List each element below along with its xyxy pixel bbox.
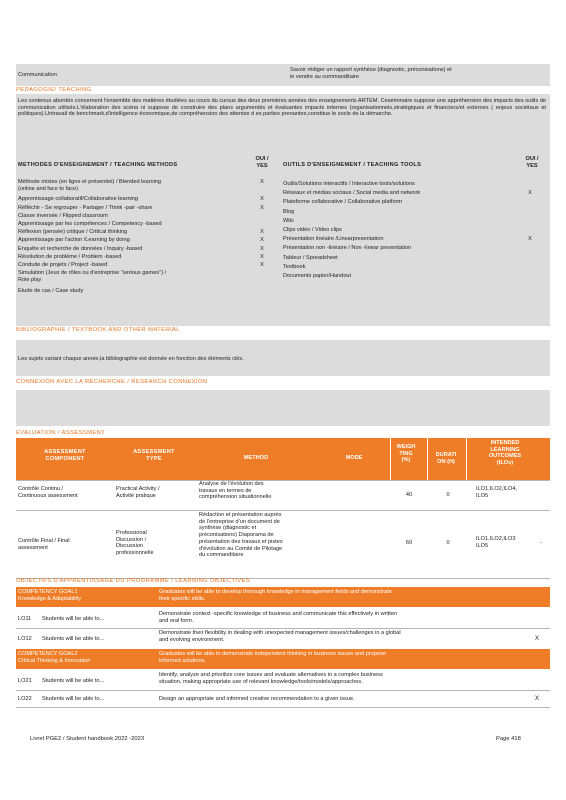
method-item: Enquête et recherche de données / Inquiry -based (18, 245, 143, 252)
method-item: Réflexion (pensée) critique / Critical thinking (18, 229, 128, 236)
methods-header: METHODES D'ENSEIGNEMENT / TEACHING METHODS (18, 162, 178, 168)
method-mark: X (260, 253, 264, 260)
lo12-code: LO12 (18, 636, 32, 642)
tool-item: Réseaux et médias sociaux / Social media and network (283, 190, 421, 197)
lo-divider (16, 707, 550, 708)
lo21-desc: Identify, analyze and prioritize core issues and evaluate alternatives in a complex business situation, making appropriate use of relevant knowledge/tools/models/approaches. (159, 672, 383, 685)
eval-row-2-method: Rédaction et présentation auprès de l'entreprise d'un document de synthèse (diagnostic et préconisations) Diaporama de présentation des travaux et pistes d'évolution au Comité de Pilotage du commanditaire (199, 512, 283, 559)
header-type: ASSESSMENT TYPE (133, 449, 175, 462)
header-duration: DURATI ON (H) (435, 452, 457, 465)
method-item: Apprentissage par l'action /Learning by doing (18, 237, 130, 244)
header-divider-1 (390, 438, 391, 480)
eval-row-1-component: Contrôle Continu / Continuous assessment (18, 486, 78, 499)
goal-2-text: Graduates will be able to demonstrate independent thinking in business issues and propose informed solutions. (159, 651, 387, 664)
lo12-text: Students will be able to... (42, 636, 105, 642)
method-item: Etude de cas / Case study (18, 287, 84, 294)
method-mark: X (260, 229, 264, 236)
tools-yes-header: OUI / YES (525, 156, 539, 169)
eval-row-2-duration: 0 (446, 540, 450, 546)
header-mode: MODE (345, 455, 363, 461)
eval-row-divider (16, 510, 550, 511)
method-item: Classe inversée / Flipped classroom (18, 212, 108, 219)
header-component: ASSESSMENT COMPONENT (44, 449, 86, 462)
lo-divider (16, 690, 550, 691)
competency-description: Savoir rédiger un rapport synthèse (diagnostic, préconisations) et le vendre au commanditaire (290, 67, 452, 80)
method-item: Simulation (Jeux de rôles ou d'entreprise "serious games") / Role play (18, 270, 167, 283)
competency-label: Communication (18, 72, 57, 78)
tool-item: Wiki (283, 217, 294, 224)
header-divider-2 (427, 438, 428, 480)
method-item: Réfléchir - Se regrouper - Partager / Think -pair -share (18, 204, 153, 211)
method-item: Apprentissage collaboratif/Collaborative learning (18, 196, 139, 203)
method-mark: X (260, 196, 264, 203)
header-weighting: WEIGH TING (%) (396, 444, 416, 464)
header-divider-3 (466, 438, 467, 480)
method-item: Méthode mixtes (en ligne et présentiel) / Blended learning (online and face to face) (18, 179, 162, 192)
lo12-mark: X (535, 636, 540, 642)
bibliography-text: Les sujets variant chaque année,la bibliographie est donnée en fonction des éléments clés. (18, 356, 244, 362)
tool-item: Outils/Solutions interactifs / Interactive tools/solutions (283, 181, 415, 187)
lo22-mark: X (535, 696, 540, 702)
lo21-code: LO21 (18, 678, 32, 684)
goal-1-label: COMPETENCY GOAL1 Knowledge & Adaptability (18, 589, 82, 602)
method-item: Résolution de problème / Problem -based (18, 253, 122, 260)
tool-item: Tableur / Spreadsheet (283, 254, 338, 261)
lo11-code: LO11 (18, 616, 32, 622)
method-mark: X (260, 237, 264, 244)
footer-handbook: Livret PGE2 / Student handbook 2022 -2023 (30, 736, 145, 742)
header-ilos: INTENDED LEARNING OUTCOMES (ILOs) (488, 440, 522, 467)
method-mark: X (260, 262, 264, 268)
method-item: Apprentissage par les compétences / Competency -based (18, 221, 162, 227)
lo22-desc: Design an appropriate and informed creative recommendation to a given issue. (159, 696, 355, 702)
bibliography-title: BIBLIOGRAPHIE / TEXTBOOK AND OTHER MATERIAL (16, 327, 180, 333)
tool-item: Documents papier/Handout (283, 273, 352, 279)
eval-row-1-weight: 40 (405, 492, 413, 498)
research-block (16, 390, 550, 426)
eval-row-1-duration: 0 (446, 492, 450, 498)
eval-row-2-component: Contrôle Final / Final assessment (18, 538, 70, 551)
tool-item: Blog (283, 208, 295, 215)
lo-divider (16, 628, 550, 629)
evaluation-title: EVALUATION / ASSESSMENT (16, 430, 106, 436)
pedagogy-title: PEDAGOGIE/ TEACHING (16, 87, 92, 93)
methods-yes-header: OUI / YES (255, 156, 269, 169)
method-item: Conduite de projets / Project -based (18, 262, 108, 268)
tool-item: Textbook (283, 263, 306, 270)
research-title: CONNEXION AVEC LA RECHERCHE / RESEARCH CONNEXION (16, 379, 208, 385)
eval-row-2-weight: 60 (405, 540, 413, 546)
goal-1-text: Graduates will be able to develop thorough knowledge in management fields and demonstrate their specific skills. (159, 589, 392, 602)
method-mark: X (260, 179, 264, 185)
footer-page-number: Page 418 (496, 736, 521, 742)
lo22-code: LO22 (18, 696, 32, 702)
header-method: METHOD (243, 455, 269, 461)
tool-item: Présentation non -linéaire / Non -linear presentation (283, 245, 412, 252)
method-mark: X (260, 245, 264, 252)
tools-header: OUTILS D'ENSEIGNEMENT / TEACHING TOOLS (283, 162, 422, 168)
eval-row-2-extra: - (540, 540, 542, 546)
tool-mark: X (528, 236, 532, 243)
goal-2-label: COMPETENCY GOAL2 Critical Thinking & Innovation (18, 651, 91, 664)
tool-item: Clips vidéo / Video clips (283, 227, 342, 233)
eval-row-2-ilos: ILO1,ILO2,ILO3 ILO5 (476, 536, 516, 549)
eval-row-1-method: Analyse de l'évolution des travaux en termes de compréhension situationnelle (199, 481, 272, 501)
tool-mark: X (528, 190, 532, 197)
eval-row-1-ilos: ILO1,ILO2,ILO4, ILO5 (476, 486, 518, 499)
lo11-desc: Demonstrate context -specific knowledge of business and communicate this effectively in written and oral form. (159, 611, 398, 624)
objectives-title: OBJECTIFS D'APPRENTISSAGE DU PROGRAMME / LEARNING OBJECTIVES (16, 578, 251, 584)
lo21-text: Students will be able to... (42, 678, 105, 684)
tool-item: Présentation linéaire /Linearpresentation (283, 236, 384, 243)
eval-row-1-type: Practical Activity / Activité pratique (116, 486, 160, 499)
tool-item: Plateforme collaborative / Collaborative platform (283, 199, 403, 206)
lo12-desc: Demonstrate their flexibility in dealing with unexpected management issues/challenges in a global and evolving environment. (159, 630, 401, 643)
lo22-text: Students will be able to... (42, 696, 105, 702)
pedagogy-text: Les contenus abordés concernent l'ensemble des matières étudiées au cours du cursus des deux premières années des enseignements ARTEM. Cesémmaire suppose une appréhension des impacts des outils de communication utilisés.L'élaboration des scéna ni suppose de construire des plans argumentés et évaluantes impacts internes (organisationnels,stratégiques et financiers/et externes ( enjeux sociétaux et politiques).Untravail de benchmark,d'intelligence économique,de compréhension des attentes d es parties prenantes,constitue le socle de la démarche. (18, 98, 546, 118)
eval-row-2-type: Professional Discussion / Discussion professionnelle (116, 530, 154, 557)
method-mark: X (260, 204, 264, 211)
lo11-text: Students will be able to... (42, 616, 105, 622)
